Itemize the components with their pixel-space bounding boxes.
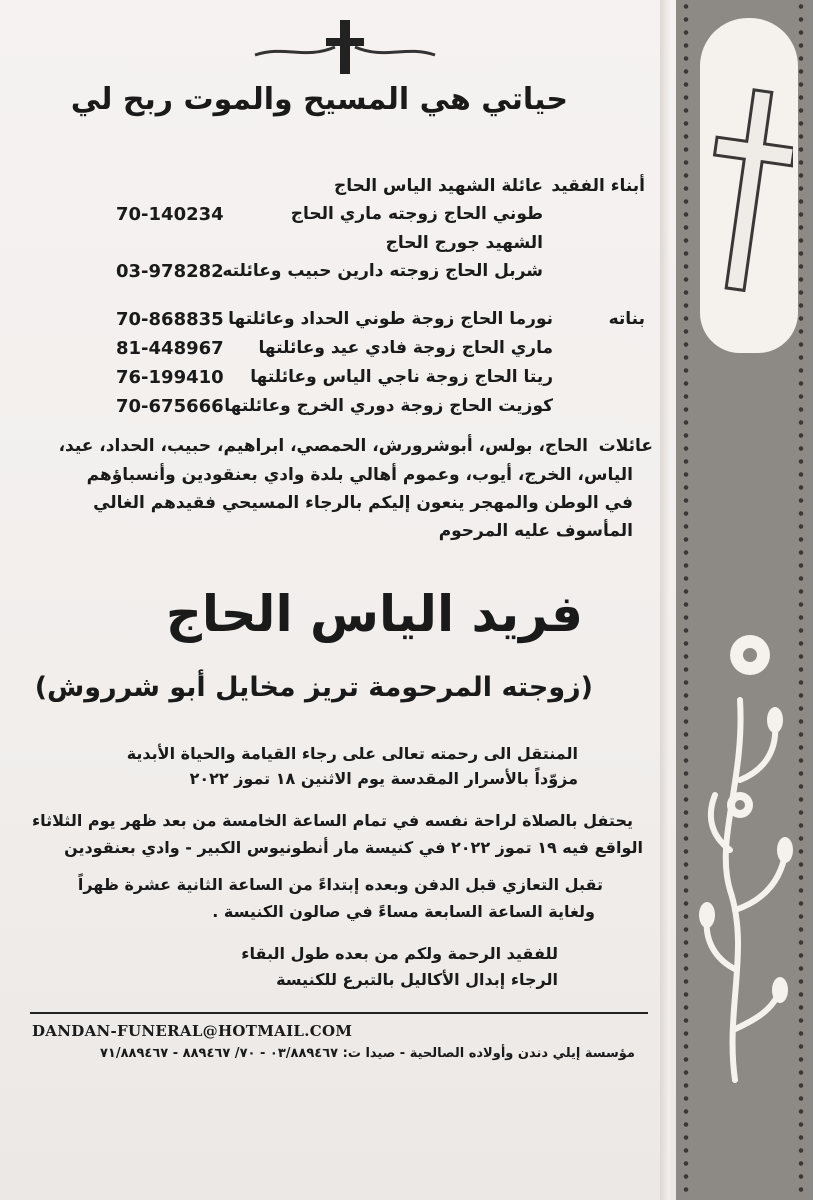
sons-line: طوني الحاج زوجته ماري الحاج	[290, 204, 543, 224]
fold-shadow	[660, 0, 670, 1200]
divider	[30, 1012, 648, 1014]
families-line: المأسوف عليه المرحوم	[438, 521, 633, 541]
families-line: الحاج، بولس، أبوشرورش، الحمصي، ابراهيم، حبيب، الحداد، عيد،	[58, 436, 588, 456]
daughters-label: بناته	[608, 309, 645, 329]
announcement-line: للفقيد الرحمة ولكم من بعده طول البقاء	[241, 944, 558, 963]
funeral-home-address: مؤسسة إيلي دندن وأولاده الصالحية - صيدا ت: ٠٣/٨٨٩٤٦٧ - ٧٠/ ٨٨٩٤٦٧ - ٧١/٨٨٩٤٦٧	[99, 1046, 635, 1061]
announcement-line: الواقع فيه ١٩ تموز ٢٠٢٢ في كنيسة مار أنطونيوس الكبير - وادي بعنقودين	[64, 838, 643, 857]
bible-verse: حياتي هي المسيح والموت ربح لي	[70, 82, 568, 117]
announcement-line: المنتقل الى رحمته تعالى على رجاء القيامة والحياة الأبدية	[126, 744, 578, 763]
phone-number: 70-140234	[116, 204, 224, 225]
chain-pattern-left	[680, 0, 692, 1200]
phone-number: 76-199410	[116, 367, 224, 388]
phone-number: 70-868835	[116, 309, 224, 330]
families-label: عائلات	[598, 436, 653, 456]
daughters-line: كوزيت الحاج زوجة دوري الخرج وعائلتها	[224, 396, 553, 416]
families-line: الياس، الخرج، أيوب، وعموم أهالي بلدة وادي بعنقودين وأنسباؤهم	[86, 465, 633, 485]
daughters-line: ماري الحاج زوجة فادي عيد وعائلتها	[258, 338, 553, 358]
announcement-line: الرجاء إبدال الأكاليل بالتبرع للكنيسة	[276, 970, 558, 989]
flower-vine-icon	[695, 610, 805, 1090]
announcement-line: يحتفل بالصلاة لراحة نفسه في تمام الساعة الخامسة من بعد ظهر يوم الثلاثاء	[31, 811, 633, 830]
sons-line: الشهيد جورج الحاج	[385, 233, 543, 253]
phone-number: 03-978282	[116, 261, 224, 282]
small-cross-icon	[245, 15, 445, 77]
daughters-line: نورما الحاج زوجة طوني الحداد وعائلتها	[228, 309, 553, 329]
announcement-line: تقبل التعازي قبل الدفن وبعده إبتداءً من الساعة الثانية عشرة ظهراً	[77, 875, 603, 894]
cross-icon	[703, 80, 793, 300]
sons-label: أبناء الفقيد	[551, 176, 645, 196]
sons-line: عائلة الشهيد الياس الحاج	[334, 176, 543, 196]
announcement-line: مزوّداً بالأسرار المقدسة يوم الاثنين ١٨ تموز ٢٠٢٢	[189, 769, 578, 788]
announcement-line: ولغاية الساعة السابعة مساءً في صالون الكنيسة .	[212, 902, 595, 921]
email-address: DANDAN-FUNERAL@HOTMAIL.COM	[32, 1022, 353, 1040]
phone-number: 81-448967	[116, 338, 224, 359]
deceased-name: فريد الياس الحاج	[165, 585, 583, 643]
wife-name: (زوجته المرحومة تريز مخايل أبو شرروش)	[34, 672, 593, 703]
daughters-line: ريتا الحاج زوجة ناجي الياس وعائلتها	[250, 367, 553, 387]
phone-number: 70-675666	[116, 396, 224, 417]
families-line: في الوطن والمهجر ينعون إليكم بالرجاء المسيحي فقيدهم الغالي	[93, 493, 633, 513]
sons-line: شربل الحاج زوجته دارين حبيب وعائلته	[222, 261, 543, 281]
